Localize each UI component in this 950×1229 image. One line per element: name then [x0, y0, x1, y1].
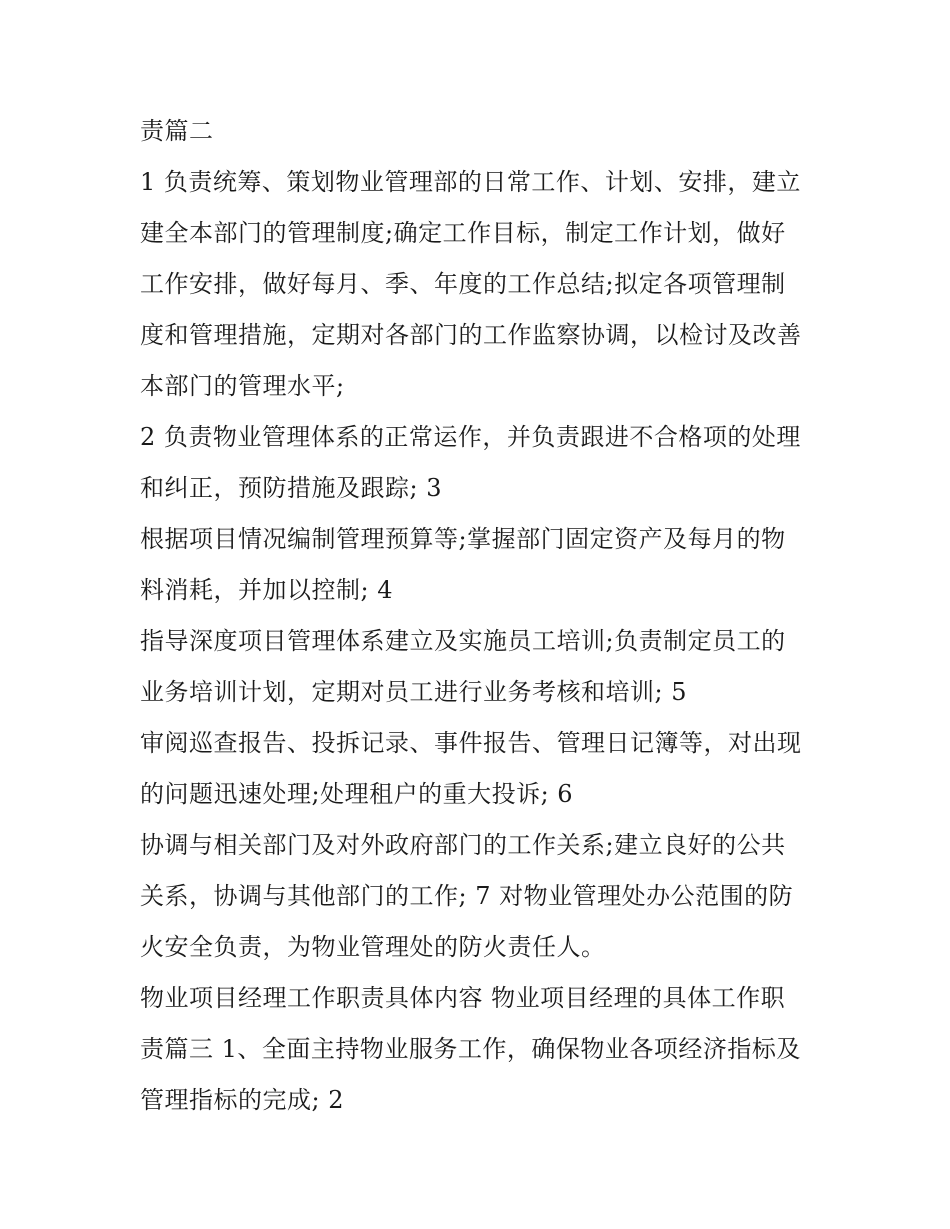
text-line: 责篇三 1、全面主持物业服务工作，确保物业各项经济指标及	[140, 1035, 801, 1063]
text-line: 审阅巡查报告、投拆记录、事件报告、管理日记簿等，对出现	[140, 729, 802, 757]
text-line: 业务培训计划，定期对员工进行业务考核和培训; 5	[140, 678, 687, 706]
text-line: 度和管理措施，定期对各部门的工作监察协调，以检讨及改善	[140, 321, 802, 349]
text-line: 建全本部门的管理制度;确定工作目标，制定工作计划，做好	[140, 219, 786, 247]
text-line: 指导深度项目管理体系建立及实施员工培训;负责制定员工的	[140, 627, 786, 655]
text-line: 协调与相关部门及对外政府部门的工作关系;建立良好的公共	[140, 831, 786, 859]
text-line: 管理指标的完成; 2	[140, 1086, 344, 1114]
text-line: 物业项目经理工作职责具体内容 物业项目经理的具体工作职	[140, 984, 786, 1012]
text-line: 责篇二	[140, 117, 214, 145]
text-line: 的问题迅速处理;处理租户的重大投诉; 6	[140, 780, 574, 808]
text-line: 2 负责物业管理体系的正常运作，并负责跟进不合格项的处理	[140, 423, 801, 451]
text-line: 火安全负责，为物业管理处的防火责任人。	[140, 933, 606, 961]
document-body	[140, 106, 830, 1126]
text-line: 工作安排，做好每月、季、年度的工作总结;拟定各项管理制	[140, 270, 786, 298]
text-line: 1 负责统筹、策划物业管理部的日常工作、计划、安排，建立	[140, 168, 801, 196]
text-line: 料消耗，并加以控制; 4	[140, 576, 393, 604]
text-line: 本部门的管理水平;	[140, 372, 345, 400]
text-line: 根据项目情况编制管理预算等;掌握部门固定资产及每月的物	[140, 525, 786, 553]
text-line: 和纠正，预防措施及跟踪; 3	[140, 474, 442, 502]
text-line: 关系，协调与其他部门的工作; 7 对物业管理处办公范围的防	[140, 882, 794, 910]
